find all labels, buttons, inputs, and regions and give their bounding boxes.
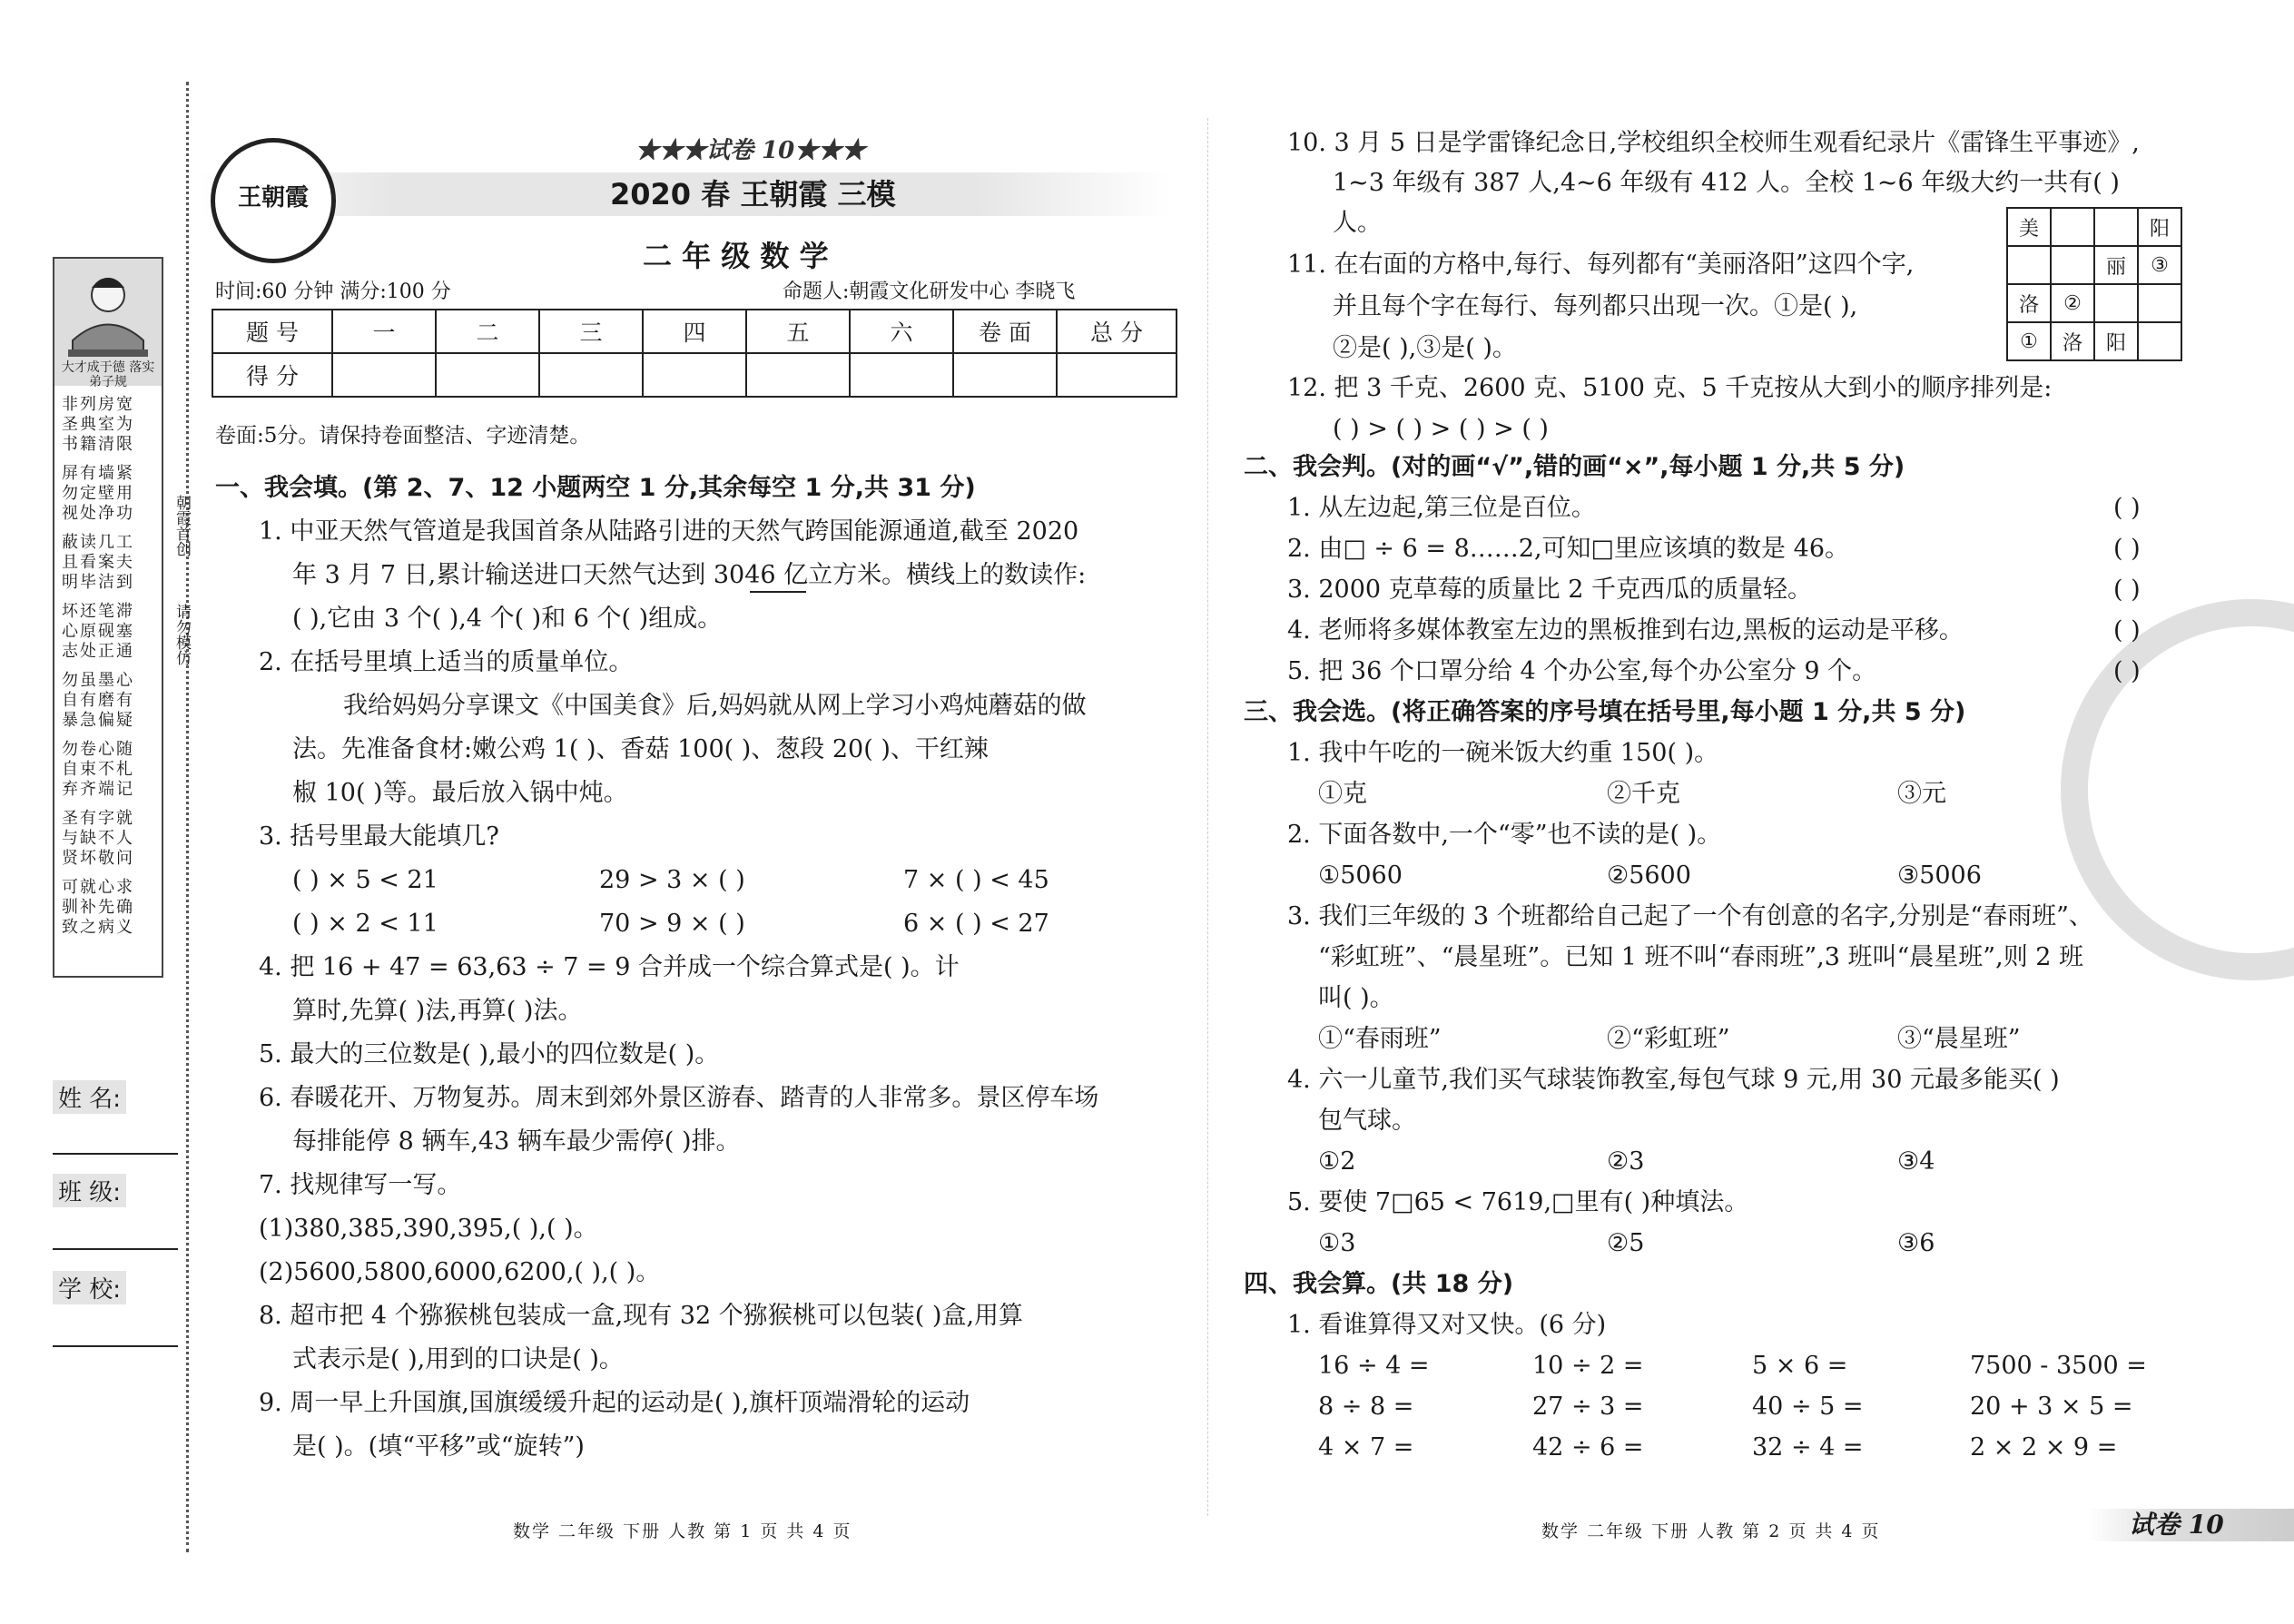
judge-item: 5. 把 36 个口罩分给 4 个办公室,每个办公室分 9 个。 (1287, 657, 1877, 685)
calc-item: 42 ÷ 6 = (1532, 1433, 1644, 1462)
motto-line: 心原砚塞 (62, 622, 134, 641)
inequality: ( ) × 2 < 11 (292, 910, 438, 938)
choice-option[interactable]: ③“晨星班” (1897, 1025, 2021, 1053)
score-cell[interactable] (746, 353, 850, 397)
exam-title: 2020 春 王朝霞 三模 (610, 177, 896, 212)
choice-option[interactable]: ①“春雨班” (1318, 1025, 1442, 1053)
grid-cell (2138, 284, 2181, 322)
motto-line: 圣有字就 (62, 809, 134, 828)
score-cell[interactable] (539, 353, 643, 397)
motto-line: 视处净功 (62, 504, 134, 523)
grid-cell: ② (2051, 284, 2094, 322)
table-cell: 一 (332, 310, 436, 353)
section-3-heading: 三、我会选。(将正确答案的序号填在括号里,每小题 1 分,共 5 分) (1244, 698, 1966, 726)
calc-item: 27 ÷ 3 = (1532, 1393, 1644, 1421)
question-text: 11. 在右面的方格中,每行、每列都有“美丽洛阳”这四个字, (1287, 251, 1915, 279)
motto-line: 蔽读几工 (62, 533, 134, 552)
grid-cell: ① (2007, 322, 2051, 360)
subject-title: 二 年 级 数 学 (643, 239, 829, 273)
judge-item: 1. 从左边起,第三位是百位。 (1287, 494, 1596, 522)
choice-question: “彩虹班”、“晨星班”。已知 1 班不叫“春雨班”,3 班叫“晨星班”,则 2 班 (1318, 943, 2084, 971)
question-text: ②是( ),③是( )。 (1333, 334, 1517, 362)
answer-paren[interactable]: ( ) (2113, 657, 2141, 685)
choice-option[interactable]: ③元 (1897, 780, 1946, 808)
grid-row (2007, 284, 2181, 322)
grid-cell: 丽 (2094, 246, 2138, 284)
motto-line: 志处正通 (62, 642, 134, 661)
grid-cell (2094, 208, 2138, 246)
choice-question: 4. 六一儿童节,我们买气球装饰教室,每包气球 9 元,用 30 元最多能买( ) (1287, 1066, 2060, 1094)
calc-item: 8 ÷ 8 = (1318, 1393, 1414, 1421)
score-cell[interactable] (643, 353, 746, 397)
question-text: 10. 3 月 5 日是学雷锋纪念日,学校组织全校师生观看纪录片《雷锋生平事迹》, (1287, 129, 2140, 157)
binding-line (186, 82, 189, 1552)
inequality: 70 > 9 × ( ) (599, 910, 745, 938)
motto-line: 贤坏敬问 (62, 849, 134, 868)
answer-paren[interactable]: ( ) (2113, 535, 2141, 563)
motto-line: 可就心求 (62, 878, 134, 897)
grid-cell: ③ (2138, 246, 2181, 284)
calc-item: 10 ÷ 2 = (1532, 1352, 1644, 1380)
section-4-heading: 四、我会算。(共 18 分) (1244, 1270, 1514, 1298)
motto-panel (53, 257, 163, 978)
vertical-note-2: 请勿模仿 (172, 604, 191, 665)
motto-line: 且看案夫 (62, 553, 134, 572)
question-text: 并且每个字在每行、每列都只出现一次。①是( ), (1333, 292, 1858, 320)
calc-item: 2 × 2 × 9 = (1970, 1433, 2118, 1462)
choice-option[interactable]: ③6 (1897, 1229, 1935, 1257)
choice-option[interactable]: ①3 (1318, 1229, 1356, 1257)
inequality: 29 > 3 × ( ) (599, 866, 745, 894)
choice-question: 2. 下面各数中,一个“零”也不读的是( )。 (1287, 821, 1722, 849)
choice-question: 5. 要使 7□65 < 7619,□里有( )种填法。 (1287, 1188, 1749, 1216)
page-footer-right: 数学 二年级 下册 人教 第 2 页 共 4 页 (1541, 1521, 1881, 1541)
question-text: 式表示是( ),用到的口诀是( )。 (292, 1345, 624, 1373)
question-text: 是( )。(填“平移”或“旋转”) (292, 1432, 585, 1461)
calc-item: 32 ÷ 4 = (1752, 1433, 1864, 1462)
motto-line: 致之病义 (62, 918, 134, 937)
grid-cell: 阳 (2138, 208, 2181, 246)
table-cell: 得 分 (212, 353, 332, 397)
inequality: 7 × ( ) < 45 (903, 866, 1049, 894)
table-row (212, 310, 1177, 353)
calc-item: 4 × 7 = (1318, 1433, 1414, 1462)
calc-item: 7500 - 3500 = (1970, 1352, 2147, 1380)
question-text: 3. 括号里最大能填几? (259, 822, 499, 851)
choice-option[interactable]: ②5600 (1607, 861, 1691, 890)
answer-paren[interactable]: ( ) (2113, 616, 2141, 645)
motto-line: 非列房宽 (62, 395, 134, 414)
question-text: 法。先准备食材:嫩公鸡 1( )、香菇 100( )、葱段 20( )、干红辣 (292, 735, 989, 763)
choice-option[interactable]: ②“彩虹班” (1607, 1025, 1730, 1053)
choice-question: 叫( )。 (1318, 984, 1394, 1012)
question-text: 1~3 年级有 387 人,4~6 年级有 412 人。全校 1~6 年级大约一共有( ) (1333, 169, 2120, 197)
table-cell: 题 号 (212, 310, 332, 353)
class-field[interactable] (53, 1248, 178, 1250)
answer-paren[interactable]: ( ) (2113, 494, 2141, 522)
choice-question: 包气球。 (1318, 1107, 1416, 1135)
grid-cell (2051, 208, 2094, 246)
section-2-heading: 二、我会判。(对的画“√”,错的画“×”,每小题 1 分,共 5 分) (1244, 453, 1905, 481)
watermark-seal (2061, 599, 2294, 980)
judge-item: 4. 老师将多媒体教室左边的黑板推到右边,黑板的运动是平移。 (1287, 616, 1964, 645)
neatness-note: 卷面:5分。请保持卷面整洁、字迹清楚。 (215, 424, 591, 448)
question-text: 9. 周一早上升国旗,国旗缓缓升起的运动是( ),旗杆顶端滑轮的运动 (259, 1389, 970, 1417)
choice-option[interactable]: ②3 (1607, 1147, 1645, 1176)
score-table (212, 309, 1177, 398)
time-score: 时间:60 分钟 满分:100 分 (215, 281, 451, 303)
school-label: 学 校: (53, 1271, 126, 1304)
score-cell[interactable] (1057, 353, 1177, 397)
brand-logo: 王朝霞 (211, 138, 336, 263)
choice-option[interactable]: ①2 (1318, 1147, 1356, 1176)
calc-item: 5 × 6 = (1752, 1352, 1848, 1380)
inequality: 6 × ( ) < 27 (903, 910, 1049, 938)
motto-line: 暴急偏疑 (62, 711, 134, 730)
judge-item: 3. 2000 克草莓的质量比 2 千克西瓜的质量轻。 (1287, 576, 1812, 604)
page-divider (1207, 118, 1208, 1516)
grid-cell: 美 (2007, 208, 2051, 246)
grid-cell: 阳 (2094, 322, 2138, 360)
question-text: 1. 中亚天然气管道是我国首条从陆路引进的天然气跨国能源通道,截至 2020 (259, 517, 1079, 546)
underline-3046 (750, 591, 806, 593)
choice-option[interactable]: ②千克 (1607, 780, 1680, 808)
question-text: 6. 春暖花开、万物复苏。周末到郊外景区游春、踏青的人非常多。景区停车场 (259, 1084, 1099, 1112)
page-footer-left: 数学 二年级 下册 人教 第 1 页 共 4 页 (513, 1521, 852, 1541)
table-cell: 总 分 (1057, 310, 1177, 353)
motto-line: 明毕洁到 (62, 573, 134, 592)
grid-cell (2051, 246, 2094, 284)
choice-option[interactable]: ①5060 (1318, 861, 1403, 890)
score-cell[interactable] (850, 353, 953, 397)
table-row (212, 353, 1177, 397)
grid-row (2007, 322, 2181, 360)
motto-line: 驯补先确 (62, 898, 134, 917)
judge-item: 2. 由□ ÷ 6 = 8……2,可知□里应该填的数是 46。 (1287, 535, 1849, 563)
question-text: 算时,先算( )法,再算( )法。 (292, 997, 583, 1025)
scholar-illustration (54, 259, 162, 389)
name-label: 姓 名: (53, 1080, 126, 1114)
question-text: (1)380,385,390,395,( ),( )。 (259, 1215, 598, 1243)
grid-cell (2007, 246, 2051, 284)
table-cell: 卷 面 (953, 310, 1057, 353)
choice-option[interactable]: ①克 (1318, 780, 1367, 808)
motto-line: 圣典室为 (62, 415, 134, 434)
question-text: 人。 (1333, 209, 1382, 237)
question-text: 4. 把 16 + 47 = 63,63 ÷ 7 = 9 合并成一个综合算式是( )。计 (259, 953, 960, 981)
calc-item: 40 ÷ 5 = (1752, 1393, 1864, 1421)
question-text: 12. 把 3 千克、2600 克、5100 克、5 千克按从大到小的顺序排列是: (1287, 374, 2053, 402)
inequality: ( ) × 5 < 21 (292, 866, 438, 894)
section-1-heading: 一、我会填。(第 2、7、12 小题两空 1 分,其余每空 1 分,共 31 分) (215, 474, 976, 502)
choice-option[interactable]: ③5006 (1897, 861, 1982, 890)
answer-paren[interactable]: ( ) (2113, 576, 2141, 604)
table-cell: 四 (643, 310, 746, 353)
motto-line: 勿定壁用 (62, 484, 134, 503)
question-text: 2. 在括号里填上适当的质量单位。 (259, 648, 634, 676)
corner-tag: 试卷 10 (2129, 1510, 2224, 1540)
question-text: (2)5600,5800,6000,6200,( ),( )。 (259, 1258, 661, 1286)
vertical-note-1: 朝霞首创 (172, 495, 191, 556)
calc-item: 20 + 3 × 5 = (1970, 1393, 2133, 1421)
class-label: 班 级: (53, 1174, 126, 1207)
grid-cell (2094, 284, 2138, 322)
grid-row (2007, 208, 2181, 246)
question-text: 椒 10( )等。最后放入锅中炖。 (292, 779, 628, 807)
motto-title: 大才成于德 落实弟子规 (61, 360, 155, 389)
table-cell: 二 (436, 310, 539, 353)
motto-line: 自束不札 (62, 760, 134, 779)
grid-cell (2138, 322, 2181, 360)
motto-line: 书籍清限 (62, 435, 134, 454)
score-cell[interactable] (953, 353, 1057, 397)
paper-number: ★★★试卷 10★★★ (635, 137, 866, 164)
motto-line: 弃齐端记 (62, 780, 134, 799)
motto-line: 自有磨有 (62, 691, 134, 710)
question-text: 年 3 月 7 日,累计输送进口天然气达到 3046 亿立方米。横线上的数读作: (292, 561, 1087, 589)
question-text: 每排能停 8 辆车,43 辆车最少需停( )排。 (292, 1127, 741, 1156)
latin-square-grid (2006, 207, 2182, 361)
question-text: ( ),它由 3 个( ),4 个( )和 6 个( )组成。 (292, 605, 723, 633)
table-cell: 五 (746, 310, 850, 353)
score-cell[interactable] (436, 353, 539, 397)
score-cell[interactable] (332, 353, 436, 397)
question-text: 我给妈妈分享课文《中国美食》后,妈妈就从网上学习小鸡炖蘑菇的做 (343, 692, 1087, 720)
table-cell: 六 (850, 310, 953, 353)
motto-line: 与缺不人 (62, 829, 134, 848)
author: 命题人:朝霞文化研发中心 李晓飞 (783, 281, 1076, 303)
school-field[interactable] (53, 1345, 178, 1347)
motto-list (62, 395, 156, 947)
question-text: 5. 最大的三位数是( ),最小的四位数是( )。 (259, 1040, 720, 1068)
choice-question: 3. 我们三年级的 3 个班都给自己起了一个有创意的名字,分别是“春雨班”、 (1287, 902, 2093, 930)
calc-item: 16 ÷ 4 = (1318, 1352, 1430, 1380)
table-cell: 三 (539, 310, 643, 353)
name-field[interactable] (53, 1153, 178, 1155)
calc-intro: 1. 看谁算得又对又快。(6 分) (1287, 1311, 1607, 1339)
grid-row (2007, 246, 2181, 284)
choice-option[interactable]: ②5 (1607, 1229, 1645, 1257)
motto-line: 坏还笔滞 (62, 602, 134, 621)
question-text: 7. 找规律写一写。 (259, 1171, 462, 1199)
motto-line: 屏有墙紧 (62, 464, 134, 483)
question-text: ( ) > ( ) > ( ) > ( ) (1333, 415, 1549, 443)
choice-question: 1. 我中午吃的一碗米饭大约重 150( )。 (1287, 739, 1719, 767)
grid-cell: 洛 (2007, 284, 2051, 322)
choice-option[interactable]: ③4 (1897, 1147, 1935, 1176)
question-text: 8. 超市把 4 个猕猴桃包装成一盒,现有 32 个猕猴桃可以包装( )盒,用算 (259, 1302, 1024, 1330)
motto-line: 勿卷心随 (62, 740, 134, 759)
motto-line: 勿虽墨心 (62, 671, 134, 690)
grid-cell: 洛 (2051, 322, 2094, 360)
